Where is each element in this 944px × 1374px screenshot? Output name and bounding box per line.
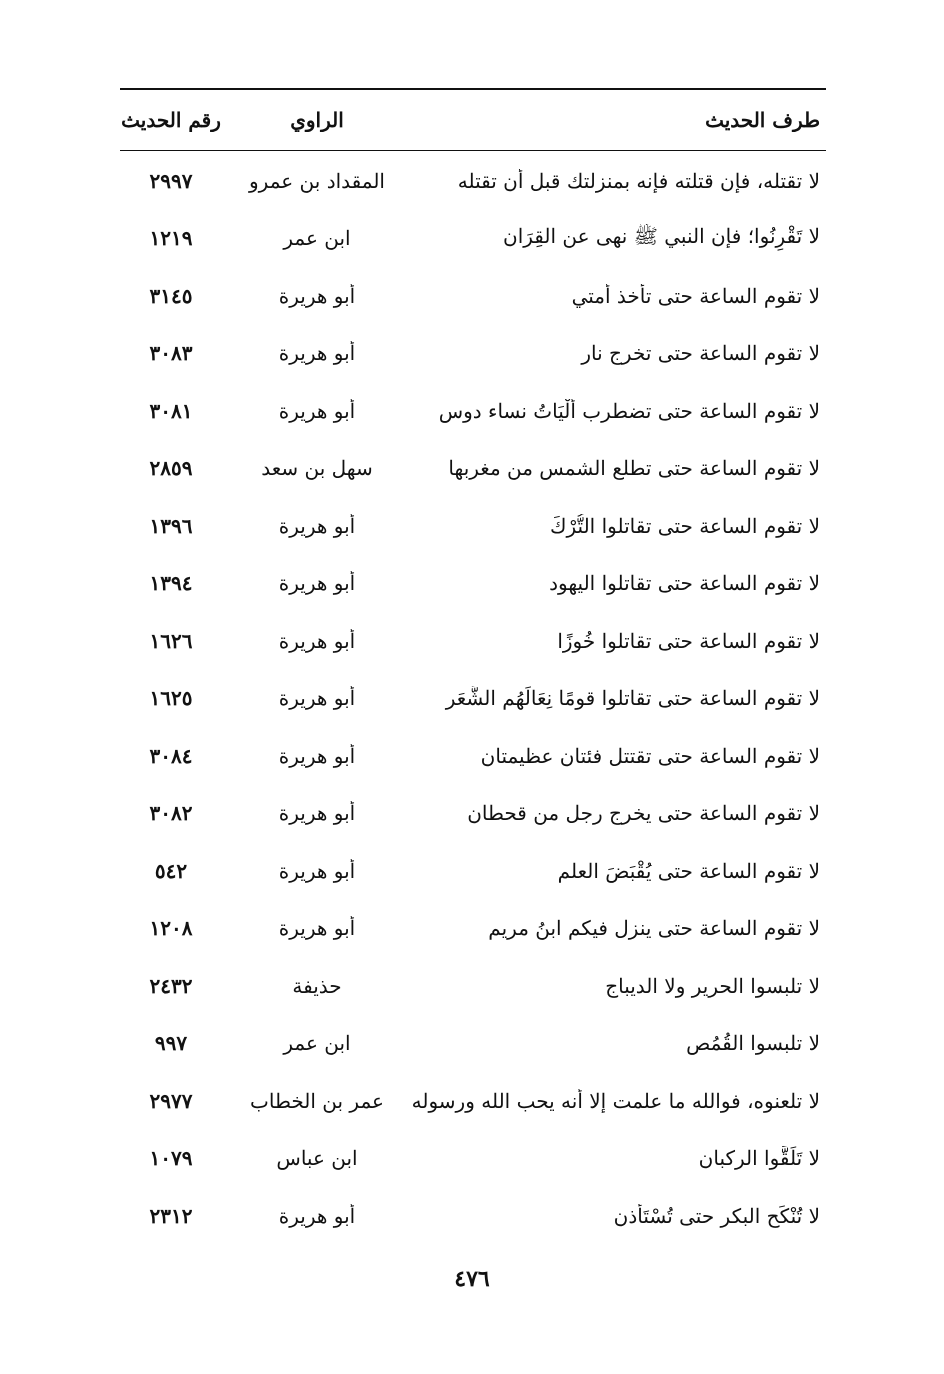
narrator-cell: أبو هريرة xyxy=(278,743,356,768)
page-number: ٤٧٦ xyxy=(454,1266,490,1292)
hadith-number-cell: ١٢١٩ xyxy=(149,226,193,251)
hadith-cell: لا تلعنوه، فوالله ما علمت إلا أنه يحب الله ورسوله xyxy=(412,1088,820,1113)
table-row xyxy=(120,1015,826,1073)
hadith-cell: لا تقوم الساعة حتى تقاتلوا قومًا نِعَالَهُم الشَّعَر xyxy=(445,686,820,711)
narrator-cell: أبو هريرة xyxy=(278,1203,356,1228)
table-row xyxy=(120,152,826,210)
hadith-number-cell: ٩٩٧ xyxy=(154,1031,188,1056)
hadith-cell: لا تلبسوا الحرير ولا الديباج xyxy=(605,973,820,998)
table-row xyxy=(120,785,826,843)
table-row xyxy=(120,440,826,498)
narrator-cell: أبو هريرة xyxy=(278,283,356,308)
table-row xyxy=(120,612,826,670)
header-narrator: الراوي xyxy=(290,108,344,132)
hadith-number-cell: ٥٤٢ xyxy=(154,858,188,883)
table-row xyxy=(120,900,826,958)
hadith-number-cell: ١٣٩٦ xyxy=(149,513,193,538)
narrator-cell: المقداد بن عمرو xyxy=(249,168,385,193)
header-number: رقم الحديث xyxy=(121,108,221,132)
table-row xyxy=(120,957,826,1015)
table-row xyxy=(120,497,826,555)
hadith-number-cell: ٢٤٣٢ xyxy=(149,973,193,998)
table-body xyxy=(120,152,826,1245)
hadith-number-cell: ١٣٩٤ xyxy=(149,571,193,596)
narrator-cell: أبو هريرة xyxy=(278,398,356,423)
hadith-number-cell: ١٦٢٥ xyxy=(149,686,193,711)
table-row xyxy=(120,210,826,268)
hadith-cell: لا تقوم الساعة حتى تطلع الشمس من مغربها xyxy=(448,456,820,481)
hadith-number-cell: ٣٠٨٣ xyxy=(149,341,193,366)
hadith-cell: لا تقوم الساعة حتى تخرج نار xyxy=(581,341,820,366)
hadith-number-cell: ٣٠٨١ xyxy=(149,398,193,423)
hadith-cell: لا تقوم الساعة حتى تضطرب أَلْيَاتُ نساء دوس xyxy=(438,398,820,423)
hadith-number-cell: ١٦٢٦ xyxy=(149,628,193,653)
header-hadith: طرف الحديث xyxy=(705,108,820,132)
hadith-cell: لا تُنْكَح البكر حتى تُسْتَأذن xyxy=(613,1203,820,1228)
table-row xyxy=(120,1072,826,1130)
hadith-number-cell: ١٠٧٩ xyxy=(149,1146,193,1171)
hadith-number-cell: ١٢٠٨ xyxy=(149,916,193,941)
hadith-number-cell: ٢٩٩٧ xyxy=(149,168,193,193)
narrator-cell: أبو هريرة xyxy=(278,916,356,941)
hadith-cell: لا تلبسوا القُمُص xyxy=(686,1031,820,1056)
table-row xyxy=(120,727,826,785)
hadith-cell: لا تَلَقَّوا الركبان xyxy=(698,1146,820,1171)
hadith-cell: لا تقوم الساعة حتى تقاتلوا التُّرْكَ xyxy=(550,513,820,538)
hadith-number-cell: ٣٠٨٢ xyxy=(149,801,193,826)
hadith-number-cell: ٢٣١٢ xyxy=(149,1203,193,1228)
table-row xyxy=(120,325,826,383)
narrator-cell: أبو هريرة xyxy=(278,686,356,711)
hadith-cell: لا تقوم الساعة حتى يخرج رجل من قحطان xyxy=(467,801,820,826)
hadith-cell: لا تقوم الساعة حتى تقتتل فئتان عظيمتان xyxy=(480,743,820,768)
hadith-cell: لا تقوم الساعة حتى تقاتلوا اليهود xyxy=(549,571,820,596)
table-row xyxy=(120,1187,826,1245)
hadith-cell: لا تَقْرِنُوا؛ فإن النبي ﷺ نهى عن القِرَان xyxy=(503,223,820,248)
narrator-cell: ابن عمر xyxy=(283,1031,351,1056)
narrator-cell: سهل بن سعد xyxy=(261,456,373,481)
narrator-cell: أبو هريرة xyxy=(278,801,356,826)
narrator-cell: أبو هريرة xyxy=(278,513,356,538)
hadith-index-table xyxy=(120,88,826,1228)
table-row xyxy=(120,842,826,900)
narrator-cell: ابن عمر xyxy=(283,226,351,251)
narrator-cell: حذيفة xyxy=(292,973,342,998)
narrator-cell: أبو هريرة xyxy=(278,858,356,883)
table-header xyxy=(120,88,826,152)
hadith-cell: لا تقتله، فإن قتلته فإنه بمنزلتك قبل أن تقتله xyxy=(457,168,820,193)
table-row xyxy=(120,555,826,613)
hadith-cell: لا تقوم الساعة حتى ينزل فيكم ابنُ مريم xyxy=(488,916,820,941)
hadith-number-cell: ٣١٤٥ xyxy=(149,283,193,308)
hadith-number-cell: ٣٠٨٤ xyxy=(149,743,193,768)
hadith-cell: لا تقوم الساعة حتى تقاتلوا خُوزًا xyxy=(557,628,820,653)
hadith-cell: لا تقوم الساعة حتى يُقْبَضَ العلم xyxy=(557,858,820,883)
narrator-cell: عمر بن الخطاب xyxy=(250,1088,384,1113)
hadith-cell: لا تقوم الساعة حتى تأخذ أمتي xyxy=(571,283,820,308)
table-row xyxy=(120,1130,826,1188)
hadith-number-cell: ٢٨٥٩ xyxy=(149,456,193,481)
narrator-cell: أبو هريرة xyxy=(278,628,356,653)
narrator-cell: أبو هريرة xyxy=(278,341,356,366)
table-row xyxy=(120,267,826,325)
hadith-number-cell: ٢٩٧٧ xyxy=(149,1088,193,1113)
table-row xyxy=(120,670,826,728)
narrator-cell: أبو هريرة xyxy=(278,571,356,596)
table-row xyxy=(120,382,826,440)
narrator-cell: ابن عباس xyxy=(276,1146,358,1171)
